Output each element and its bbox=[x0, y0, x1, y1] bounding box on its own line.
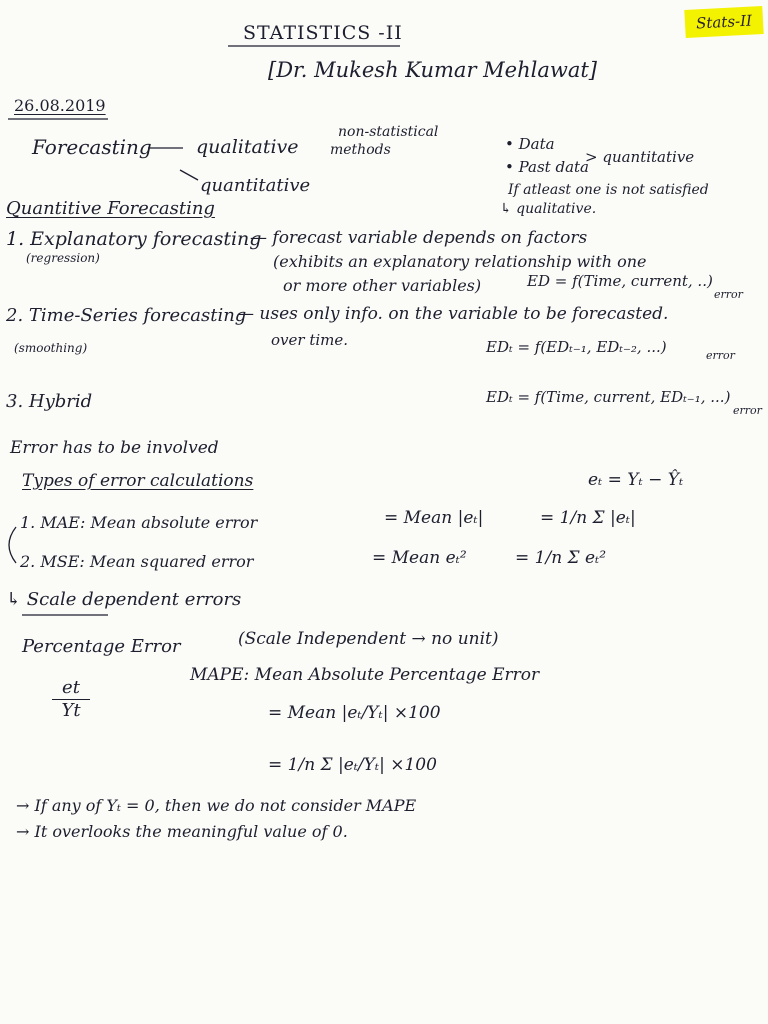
method3-error: error bbox=[733, 404, 762, 417]
et-definition: eₜ = Yₜ − Ŷₜ bbox=[588, 470, 684, 490]
arrow-quantitative: > quantitative bbox=[585, 148, 695, 166]
method2-desc2: over time. bbox=[271, 331, 349, 349]
mae-equation: = Mean |eₜ| bbox=[384, 508, 484, 528]
method1-desc2: (exhibits an explanatory relationship with one bbox=[273, 252, 647, 271]
stats-tag: Stats-II bbox=[684, 6, 763, 38]
fraction-denominator: Yt bbox=[61, 699, 81, 721]
scale-independent-note: (Scale Independent → no unit) bbox=[238, 629, 499, 649]
condition-line2: ↳ qualitative. bbox=[500, 201, 597, 217]
author-name: [Dr. Mukesh Kumar Mehlawat] bbox=[268, 58, 597, 82]
mape-definition: MAPE: Mean Absolute Percentage Error bbox=[190, 665, 540, 685]
mape-note1: → If any of Yₜ = 0, then we do not consider MAPE bbox=[16, 796, 417, 815]
method1-desc1: — forecast variable depends on factors bbox=[250, 228, 588, 248]
method3-formula: EDₜ = f(Time, current, EDₜ₋₁, ...) bbox=[486, 388, 731, 406]
data-bullet: • Data bbox=[505, 135, 555, 153]
error-involved: Error has to be involved bbox=[10, 438, 219, 458]
mape-equation2: = 1/n Σ |eₜ/Yₜ| ×100 bbox=[268, 755, 437, 775]
method2-error: error bbox=[706, 349, 735, 362]
method1-sub: (regression) bbox=[26, 251, 100, 265]
fraction-numerator: et bbox=[62, 677, 80, 698]
method1-label: 1. Explanatory forecasting bbox=[6, 228, 262, 250]
method1-desc3: or more other variables) bbox=[283, 276, 482, 295]
quantitative-heading: Quantitive Forecasting bbox=[6, 198, 215, 219]
method2-sub: (smoothing) bbox=[14, 341, 88, 355]
mse-sum-equation: = 1/n Σ eₜ² bbox=[515, 548, 607, 568]
qualitative-label: qualitative bbox=[196, 136, 299, 158]
condition-line1: If atleast one is not satisfied bbox=[508, 182, 709, 198]
quantitative-label: quantitative bbox=[200, 175, 311, 196]
page-title: STATISTICS -II bbox=[243, 22, 403, 44]
forecasting-label: Forecasting bbox=[32, 135, 152, 159]
method1-error: error bbox=[714, 288, 743, 301]
method2-label: 2. Time-Series forecasting bbox=[6, 305, 247, 326]
mape-note2: → It overlooks the meaningful value of 0. bbox=[16, 822, 348, 841]
method3-label: 3. Hybrid bbox=[6, 391, 93, 412]
past-data-bullet: • Past data bbox=[505, 158, 589, 176]
mse-equation: = Mean eₜ² bbox=[372, 548, 467, 568]
mape-equation1: = Mean |eₜ/Yₜ| ×100 bbox=[268, 703, 441, 723]
non-statistical-line1: non-statistical bbox=[338, 124, 439, 140]
et-over-yt-fraction bbox=[52, 678, 90, 721]
percentage-heading: Percentage Error bbox=[22, 636, 181, 657]
mae-label: 1. MAE: Mean absolute error bbox=[20, 513, 258, 532]
types-heading: Types of error calculations bbox=[22, 471, 254, 491]
date: 26.08.2019 bbox=[14, 96, 106, 115]
non-statistical-line2: methods bbox=[330, 142, 391, 158]
method1-formula: ED = f(Time, current, ..) bbox=[527, 272, 713, 290]
mae-sum-equation: = 1/n Σ |eₜ| bbox=[540, 508, 636, 528]
mse-label: 2. MSE: Mean squared error bbox=[20, 552, 254, 571]
method2-formula: EDₜ = f(EDₜ₋₁, EDₜ₋₂, ...) bbox=[486, 338, 667, 356]
scale-dependent: ↳ Scale dependent errors bbox=[6, 589, 242, 610]
method2-desc1: — uses only info. on the variable to be forecasted. bbox=[237, 304, 669, 324]
